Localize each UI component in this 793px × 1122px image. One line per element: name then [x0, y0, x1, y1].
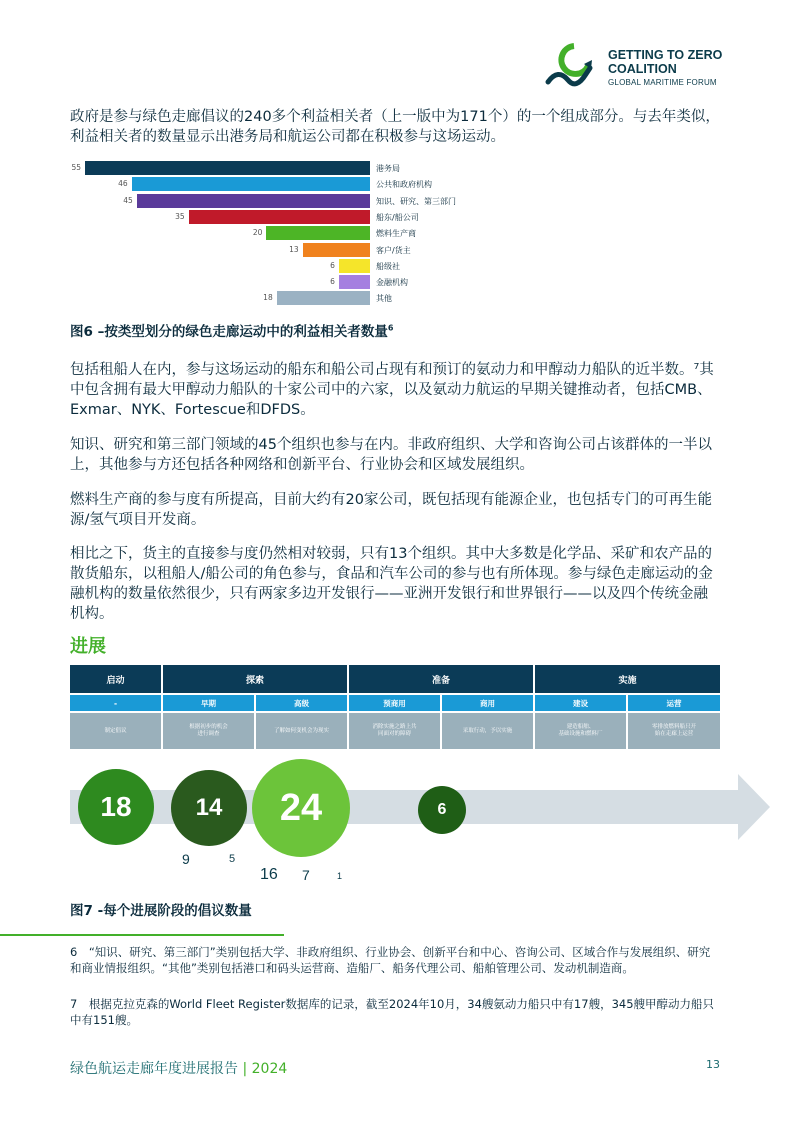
- footer-title: 绿色航运走廊年度进展报告 | 2024: [70, 1061, 288, 1077]
- stage-desc: 建造船舶、 基础设施和燃料厂: [535, 713, 626, 749]
- stage-desc: 根据初步的机会 进行调查: [163, 713, 254, 749]
- bar-category-label: 船级社: [376, 261, 400, 271]
- count-early: 9: [182, 851, 190, 867]
- stage-header-launch: 启动: [70, 665, 161, 693]
- bar-value-label: 18: [263, 293, 273, 303]
- bar: [277, 291, 370, 305]
- bar-value-label: 6: [330, 277, 335, 287]
- stage-desc: 消除实施之路上共 同面对的障碍: [349, 713, 440, 749]
- bar-value-label: 6: [330, 260, 335, 270]
- count-precommercial: 16: [260, 866, 278, 883]
- bar-value-label: 20: [252, 228, 263, 238]
- substage-build: 建设: [535, 695, 626, 711]
- paragraph-fuel-producers: 燃料生产商的参与度有所提高，目前大约有20家公司，既包括现有能源企业，也包括专门的可再生能源/氢气项目开发商。: [70, 492, 712, 528]
- paragraph-knowledge: 知识、研究和第三部门领域的45个组织也参与在内。非政府组织、大学和咨询公司占该群体的一半以上，其他参与方还包括各种网络和创新平台、行业协会和区域发展组织。: [70, 437, 712, 473]
- bar-category-label: 燃料生产商: [376, 229, 416, 239]
- figure6-caption: 图6 –按类型划分的绿色走廊运动中的利益相关者数量$^6$: [70, 323, 394, 340]
- stage-desc: 制定倡议: [70, 713, 161, 749]
- substage-advanced: 高级: [256, 695, 347, 711]
- figure7-caption: 图7 -每个进展阶段的倡议数量: [70, 903, 252, 919]
- stage-header-explore: 探索: [163, 665, 347, 693]
- bar-category-label: 客户/货主: [376, 245, 411, 255]
- page-number: 13: [706, 1058, 720, 1071]
- bar: [339, 275, 370, 289]
- bar-category-label: 船东/船公司: [376, 212, 419, 222]
- count-build: 1: [337, 871, 343, 881]
- bar: [303, 243, 370, 257]
- footnote-divider: [0, 934, 284, 936]
- footnote-6: 6 “知识、研究、第三部门”类别包括大学、非政府组织、行业协会、创新平台和中心、咨询公司、区域合作与发展组织、研究和商业情报组织。“其他”类别包括港口和码头运营商、造船厂、船务代理公司、船舶管理公司、发动机制造商。: [70, 945, 711, 975]
- bar-value-label: 35: [175, 211, 185, 221]
- circle-implement: 6: [418, 786, 466, 834]
- bar: [137, 194, 370, 208]
- paragraph-shipowners: 包括租船人在内，参与这场运动的船东和船公司占现有和预订的氨动力和甲醇动力船队的近半数。⁷其中包含拥有最大甲醇动力船队的十家公司中的六家，以及氨动力航运的早期关键推动者，包括CMB、Exmar、NYK、Fortescue和DFDS。: [70, 362, 714, 418]
- count-advanced: 5: [229, 853, 236, 865]
- stage-desc: 了解如何变机会为现实: [256, 713, 347, 749]
- bar: [339, 259, 370, 273]
- logo-title: GETTING TO ZERO COALITION: [608, 48, 723, 76]
- bar-category-label: 港务局: [376, 164, 400, 173]
- paragraph-cargo-owners: 相比之下，货主的直接参与度仍然相对较弱，只有13个组织。其中大多数是化学品、采矿和农产品的散货船东，以租船人/船公司的角色参与，食品和汽车公司的参与也有所体现。参与绿色走廊运动的金融机构的数量依然很少，只有两家多边开发银行——亚洲开发银行和世界银行——以及四个传统金融机构。: [70, 546, 713, 622]
- logo-subtitle: GLOBAL MARITIME FORUM: [608, 78, 717, 87]
- stage-header-implement: 实施: [535, 665, 720, 693]
- bar-category-label: 公共和政府机构: [376, 180, 432, 190]
- intro-paragraph: 政府是参与绿色走廊倡议的240多个利益相关者（上一版中为171个）的一个组成部分。与去年类似，利益相关者的数量显示出港务局和航运公司都在积极参与这场运动。: [70, 109, 720, 145]
- bar-category-label: 其他: [376, 294, 392, 304]
- bar-value-label: 46: [118, 179, 128, 189]
- stage-desc: 零排放燃料船只开 始在走廊上运营: [628, 713, 720, 749]
- substage-commercial: 商用: [442, 695, 533, 711]
- bar-value-label: 45: [123, 195, 133, 205]
- bar-value-label: 55: [71, 163, 81, 172]
- bar: [266, 226, 370, 240]
- count-commercial: 7: [302, 867, 310, 883]
- coalition-logo-icon: [543, 42, 605, 92]
- stage-desc: 采取行动，予以实施: [442, 713, 533, 749]
- substage-early: 早期: [163, 695, 254, 711]
- stage-header-prepare: 准备: [349, 665, 533, 693]
- bar-value-label: 13: [289, 244, 299, 254]
- bar: [85, 161, 370, 175]
- circle-explore: 14: [171, 770, 247, 846]
- bar: [132, 177, 370, 191]
- bar-category-label: 金融机构: [376, 278, 408, 288]
- footnote-7: 7 根据克拉克森的World Fleet Register数据库的记录，截至2024年10月，34艘氨动力船只中有17艘，345艘甲醇动力船只中有151艘。: [70, 997, 715, 1027]
- circle-launch: 18: [78, 769, 154, 845]
- substage-none: -: [70, 695, 161, 711]
- bar-category-label: 知识、研究、第三部门: [376, 196, 456, 206]
- circle-prepare: 24: [252, 759, 350, 857]
- substage-operate: 运营: [628, 695, 720, 711]
- section-heading: 进展: [70, 636, 106, 657]
- bar: [189, 210, 370, 224]
- stage-table: [70, 665, 720, 749]
- substage-precommercial: 预商用: [349, 695, 440, 711]
- stakeholder-bar-chart: [60, 160, 480, 310]
